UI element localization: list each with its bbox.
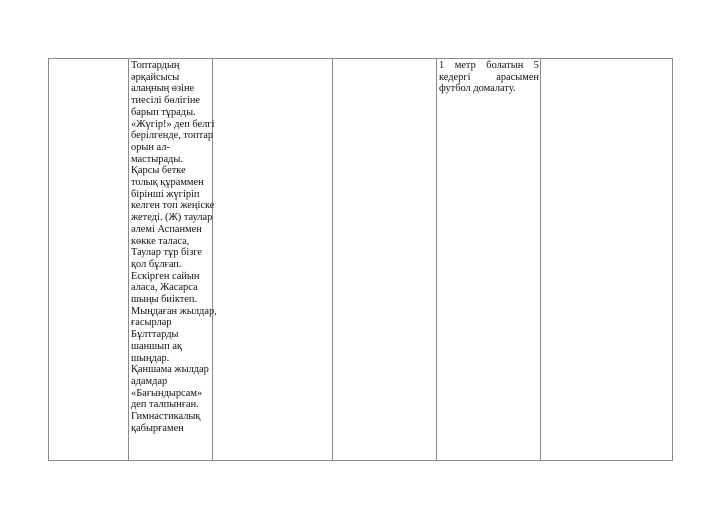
text-line: Таулар тұр бізге xyxy=(131,247,203,259)
table-cell-col1 xyxy=(49,59,129,461)
text-line: көкке таласа, xyxy=(131,235,190,247)
word: метр xyxy=(454,60,476,71)
text-line: аласа, Жасарса xyxy=(131,282,198,294)
text-line: Бұлттарды xyxy=(131,329,179,341)
table-cell-exercise xyxy=(437,59,541,461)
text-line: «Жүгір!» деп белгі xyxy=(131,118,215,130)
text-line: шыңы биіктеп. xyxy=(131,294,198,306)
text-line: жетеді. (Ж) таулар xyxy=(131,212,213,224)
text-line: Ескірген сайын xyxy=(131,270,200,282)
text-line: толық құраммен xyxy=(131,177,204,189)
text-line: Мыңдаған жылдар, xyxy=(131,305,217,317)
text-line: футбол домалату. xyxy=(439,83,516,95)
word: 5 xyxy=(533,60,539,71)
text-line: келген топ жеңіске xyxy=(131,200,215,212)
text-line: қол бұлғап. xyxy=(131,258,182,270)
text-line: ғасырлар xyxy=(131,317,172,329)
text-line: шыңдар. xyxy=(131,352,170,364)
table-cell-col3 xyxy=(213,59,333,461)
text-line xyxy=(439,72,539,84)
table-row xyxy=(49,59,673,461)
text-line: деп талпынған. xyxy=(131,399,199,411)
word: арасымен xyxy=(496,71,539,83)
word: кедергі xyxy=(439,71,471,83)
word: болатын xyxy=(486,60,524,71)
text-line: берілгенде, топтар xyxy=(131,130,214,142)
text-line: бірінші жүгіріп xyxy=(131,188,200,200)
text-line: Қарсы бетке xyxy=(131,165,186,177)
text-line: әлемі Аспанмен xyxy=(131,223,202,235)
text-line: тиесілі бөлігіне xyxy=(131,95,201,107)
text-line xyxy=(439,60,539,72)
table-cell-game-description xyxy=(129,59,217,461)
table-cell-col4 xyxy=(333,59,437,461)
text-line: «Бағындырсам» xyxy=(131,387,203,399)
text-line: адамдар xyxy=(131,375,168,387)
table-cell-col6 xyxy=(541,59,673,461)
text-line: орын ал- xyxy=(131,141,170,153)
word: 1 xyxy=(439,60,445,71)
text-line: Қаншама жылдар xyxy=(131,364,209,376)
text-line: қабырғамен xyxy=(131,422,184,434)
text-line: алаңның өзіне xyxy=(131,83,195,95)
text-line: мастырады. xyxy=(131,153,183,165)
text-line: әрқайсысы xyxy=(131,71,180,83)
text-line: Гимнастикалық xyxy=(131,411,201,423)
lesson-plan-table xyxy=(48,58,673,461)
text-line: барып тұрады. xyxy=(131,106,196,118)
text-line: Топтардың xyxy=(131,60,180,71)
text-line: шаншып ақ xyxy=(131,340,182,352)
